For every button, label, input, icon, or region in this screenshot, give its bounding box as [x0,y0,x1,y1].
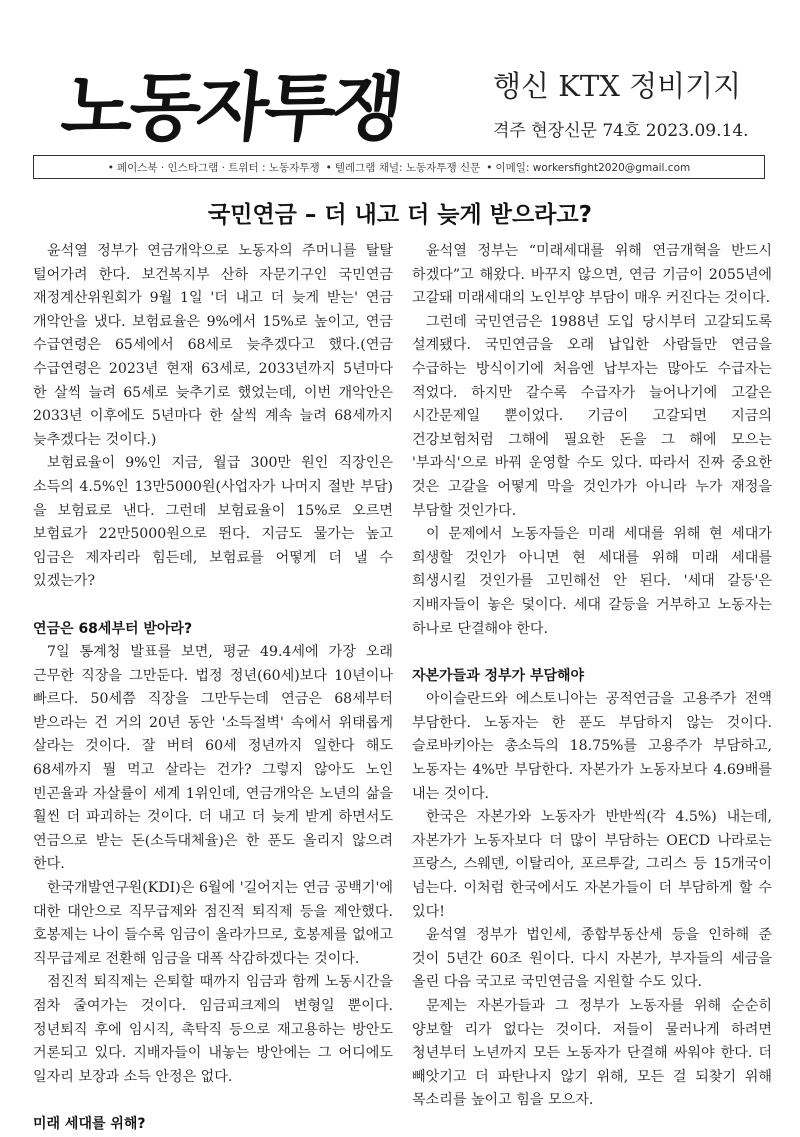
bullet-icon: • [107,161,114,174]
edition-name: 행신 KTX 정비기지 [493,69,742,103]
section-heading: 미래 세대를 위해? [33,1115,146,1132]
section-heading: 연금은 68세부터 받아라? [33,620,193,637]
article-paragraph: 보험료율이 9%인 지금, 월급 300만 원인 직장인은 소득의 4.5%인 13만5000원(사업자가 나머지 절반 부담)을 보험료로 낸다. 그런데 보험료율이 15%로 오르면 보험료가 22만5000원으로 뛴다. 지금도 물가는 높고 임금은 제자리라 힘든데, 보험료를 어떻게 더 낼 수 있겠는가? [33,455,393,590]
issue-info: 격주 현장신문 74호 2023.09.14. [493,121,749,141]
bullet-icon: • [325,161,332,174]
article-headline: 국민연금 – 더 내고 더 늦게 받으라고? [208,202,592,228]
article-paragraph: 그런데 국민연금은 1988년 도입 당시부터 고갈되도록 설계됐다. 국민연금을 오래 납입한 사람들만 연금을 수급하는 방식이기에 처음엔 납부자는 많아도 수급자는 적었다. 하지만 갈수록 수급자가 늘어나기에 고갈은 시간문제일 뿐이었다. 기금이 고갈되면 지금의 건강보험처럼 그해에 필요한 돈을 그 해에 모으는 '부과식'으로 바꿔 운영할 수도 있다. 따라서 진짜 중요한 것은 고갈을 어떻게 막을 것인가가 아니라 누가 재정을 부담할 것인가다. [412,313,772,519]
telegram-text: 텔레그램 채널: 노동자투쟁 신문 [334,161,481,174]
section-spacer [412,641,772,665]
contact-telegram [326,160,481,175]
article-paragraph: 아이슬란드와 에스토니아는 공적연금을 고용주가 전액 부담한다. 노동자는 한 푼도 부담하지 않는 것이다. 슬로바키아는 총소득의 18.75%를 고용주가 부담하고, 노동자는 4%만 부담한다. 자본가가 노동자보다 4.69배를 내는 것이다. [412,691,772,802]
section-spacer [33,1089,393,1113]
article-paragraph: 윤석열 정부가 연금개악으로 노동자의 주머니를 탈탈 털어가려 한다. 보건복지부 산하 자문기구인 국민연금 재정계산위원회가 9월 1일 '더 내고 더 늦게 받는' 연금 개악안을 냈다. 보험료율은 9%에서 15%로 높이고, 연금 수급연령은 65세에서 68세로 늦추겠다고 했다.(연금 수급연령은 2023년 현재 63세로, 2033년까지 5년마다 한 살씩 늘려 65세로 늦추기로 했었는데, 이번 개악안은 2033년 이후에도 5년마다 한 살씩 계속 늘려 68세까지 늦추겠다는 것이다.) [33,243,393,448]
section-spacer [33,594,393,618]
article-paragraph: 윤석열 정부가 법인세, 종합부동산세 등을 인하해 준 것이 5년간 60조 원이다. 다시 자본가, 부자들의 세금을 올린 다음 국고로 국민연금을 지원할 수도 있다. [412,927,772,991]
social-text: 페이스북 · 인스타그램 · 트위터 : 노동자투쟁 [116,161,320,174]
email-text: 이메일: workersfight2020@gmail.com [495,161,691,174]
contact-bar [33,155,765,179]
contact-email [486,160,690,175]
article-paragraph: 문제는 자본가들과 그 정부가 노동자를 위해 순순히 양보할 리가 없다는 것이다. 저들이 물러나게 하려면 청년부터 노년까지 모든 노동자가 단결해 싸워야 한다. 더 빼앗기고 더 파탄나지 않기 위해, 모든 걸 되찾기 위해 목소리를 높이고 힘을 모으자. [412,998,772,1109]
article-paragraph: 7일 통계청 발표를 보면, 평균 49.4세에 가장 오래 근무한 직장을 그만둔다. 법정 정년(60세)보다 10년이나 빠르다. 50세쯤 직장을 그만두는데 연금은 68세부터 받으라는 건 거의 20년 동안 '소득절벽' 속에서 위태롭게 살라는 것이다. 잘 버텨 60세 정년까지 일한다 해도 68세까지 뭘 먹고 살라는 건가? 그렇지 않아도 노인 빈곤율과 자살률이 세계 1위인데, 연금개악은 노년의 삶을 훨씬 더 파괴하는 것이다. 더 내고 더 늦게 받게 하면서도 연금으로 받는 돈(소득대체율)은 한 푼도 올리지 않으려 한다. [33,644,393,873]
contact-social [108,160,320,175]
masthead-logo [57,58,442,158]
bullet-icon: • [486,161,493,174]
article-paragraph: 한국개발연구원(KDI)은 6월에 '길어지는 연금 공백기'에 대한 대안으로 직무급제와 점진적 퇴직제 등을 제안했다. 호봉제는 나이 들수록 임금이 올라가므로, 호봉제를 없애고 직무급제로 전환해 임금을 대폭 삭감하겠다는 것이다. [33,880,393,967]
article-paragraph: 한국은 자본가와 노동자가 반반씩(각 4.5%) 내는데, 자본가가 노동자보다 더 많이 부담하는 OECD 나라로는 프랑스, 스웨덴, 이탈리아, 포르투갈, 그리스 등 15개국이 넘는다. 이처럼 한국에서도 자본가들이 더 부담하게 할 수 있다! [412,809,772,920]
article-paragraph: 점진적 퇴직제는 은퇴할 때까지 임금과 함께 노동시간을 점차 줄여가는 것이다. 임금피크제의 변형일 뿐이다. 정년퇴직 후에 임시직, 촉탁직 등으로 재고용하는 방안도 거론되고 있다. 지배자들이 내놓는 방안에는 그 어디에도 일자리 보장과 소득 안정은 없다. [33,974,393,1085]
article-column-right [412,240,772,1113]
newspaper-title: 노동자투쟁 [57,65,404,151]
article-paragraph: 이 문제에서 노동자들은 미래 세대를 위해 현 세대가 희생할 것인가 아니면 현 세대를 위해 미래 세대를 희생시킬 것인가를 고민해선 안 된다. '세대 갈등'은 지배자들이 놓은 덫이다. 세대 갈등을 거부하고 노동자는 하나로 단결해야 한다. [412,526,772,637]
article-paragraph: 윤석열 정부는 “미래세대를 위해 연금개혁을 반드시 하겠다”고 해왔다. 바꾸지 않으면, 연금 기금이 2055년에 고갈돼 미래세대의 노인부양 부담이 매우 커진다는 것이다. [412,243,772,307]
article-column-left [33,240,393,1137]
section-heading: 자본가들과 정부가 부담해야 [412,667,585,684]
